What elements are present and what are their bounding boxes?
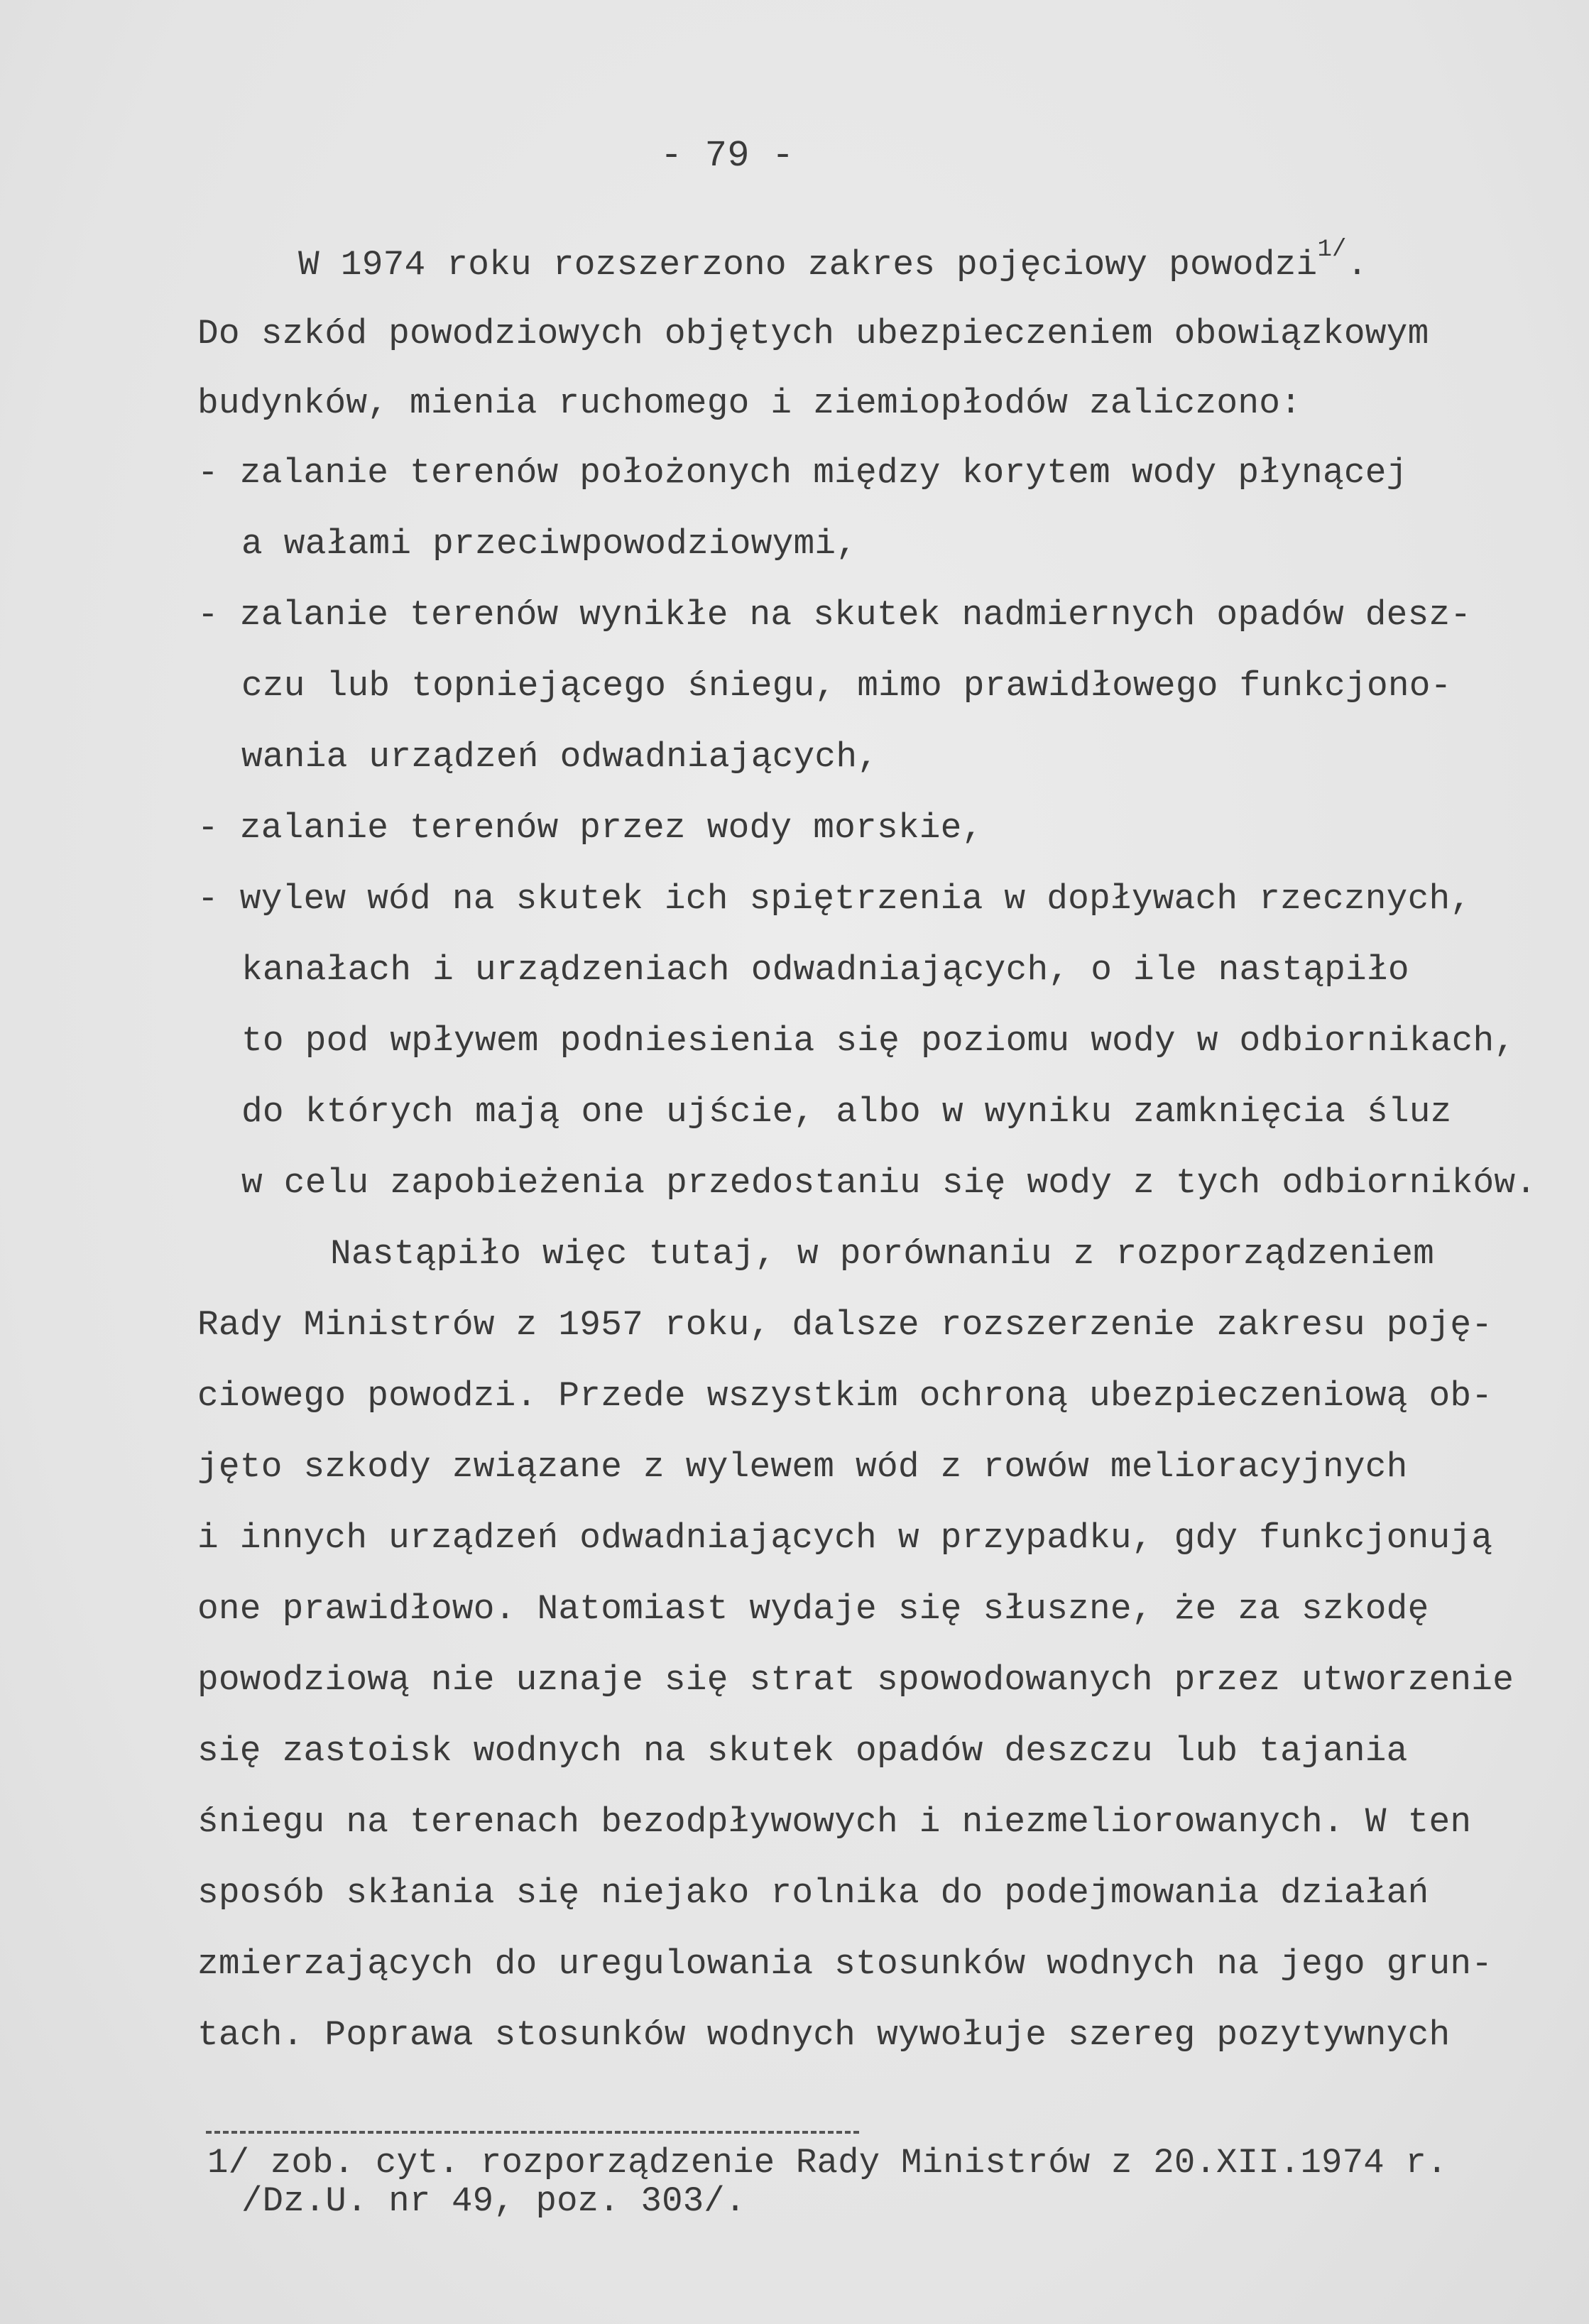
list-item-3-line-1: - zalanie terenów przez wody morskie, [197, 808, 983, 848]
page-number: - 79 - [660, 135, 794, 177]
text-line-16: Rady Ministrów z 1957 roku, dalsze rozszerzenie zakresu poję- [197, 1305, 1493, 1345]
text-line-25: zmierzających do uregulowania stosunków wodnych na jego grun- [197, 1944, 1493, 1984]
list-item-4-line-5: w celu zapobieżenia przedostaniu się wody z tych odbiorników. [241, 1163, 1537, 1203]
text-line-01-end: . [1346, 245, 1368, 285]
text-line-24: sposób skłania się niejako rolnika do podejmowania działań [197, 1873, 1429, 1913]
list-item-1-line-2: a wałami przeciwpowodziowymi, [241, 524, 858, 564]
text-line-17: ciowego powodzi. Przede wszystkim ochroną ubezpieczeniową ob- [197, 1376, 1493, 1416]
list-item-2-line-2: czu lub topniejącego śniegu, mimo prawidłowego funkcjono- [241, 666, 1452, 706]
list-item-2-line-1: - zalanie terenów wynikłe na skutek nadmiernych opadów desz- [197, 595, 1472, 635]
list-item-4-line-4: do których mają one ujście, albo w wyniku zamknięcia śluz [241, 1092, 1452, 1132]
list-item-4-line-1: - wylew wód na skutek ich spiętrzenia w dopływach rzecznych, [197, 879, 1472, 919]
text-line-23: śniegu na terenach bezodpływowych i niezmeliorowanych. W ten [197, 1802, 1472, 1842]
text-line-01-main: W 1974 roku rozszerzono zakres pojęciowy powodzi [298, 245, 1318, 285]
text-line-21: powodziową nie uznaje się strat spowodowanych przez utworzenie [197, 1660, 1514, 1700]
list-item-4-line-2: kanałach i urządzeniach odwadniających, o ile nastąpiło [241, 950, 1409, 990]
text-line-19: i innych urządzeń odwadniających w przypadku, gdy funkcjonują [197, 1518, 1493, 1558]
text-line-01 [298, 236, 1368, 290]
footnote-separator [206, 2131, 859, 2134]
list-item-1-line-1: - zalanie terenów położonych między korytem wody płynącej [197, 453, 1408, 493]
text-line-02: Do szkód powodziowych objętych ubezpieczeniem obowiązkowym [197, 314, 1429, 354]
text-line-15: Nastąpiło więc tutaj, w porównaniu z rozporządzeniem [330, 1234, 1435, 1274]
text-line-18: jęto szkody związane z wylewem wód z rowów melioracyjnych [197, 1447, 1408, 1487]
footnote-line-1: 1/ zob. cyt. rozporządzenie Rady Ministrów z 20.XII.1974 r. [207, 2143, 1448, 2183]
text-line-20: one prawidłowo. Natomiast wydaje się słuszne, że za szkodę [197, 1589, 1429, 1629]
text-line-26: tach. Poprawa stosunków wodnych wywołuje szereg pozytywnych [197, 2015, 1451, 2055]
text-line-03: budynków, mienia ruchomego i ziemiopłodów zaliczono: [197, 383, 1302, 423]
footnote-line-2: /Dz.U. nr 49, poz. 303/. [241, 2181, 746, 2221]
footnote-reference[interactable]: 1/ [1317, 236, 1347, 263]
text-line-22: się zastoisk wodnych na skutek opadów deszczu lub tajania [197, 1731, 1408, 1771]
list-item-4-line-3: to pod wpływem podniesienia się poziomu wody w odbiornikach, [241, 1021, 1516, 1061]
list-item-2-line-3: wania urządzeń odwadniających, [241, 737, 879, 777]
